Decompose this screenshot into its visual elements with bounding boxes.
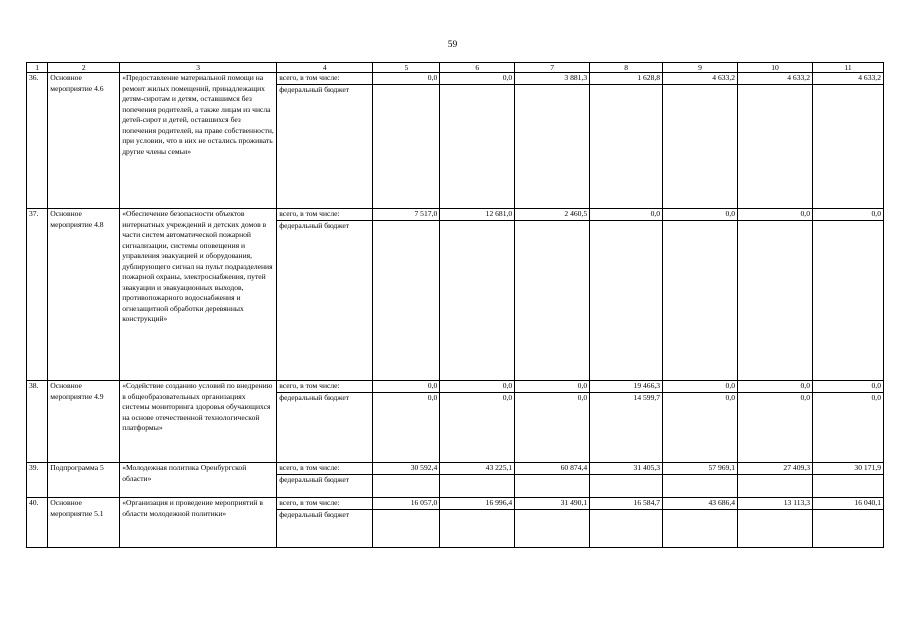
amount-federal-cell [590,510,663,548]
amount-total-cell: 27 409,3 [738,463,813,475]
amount-federal-cell [515,475,590,498]
amount-total-cell: 31 405,3 [590,463,663,475]
page-number: 59 [447,40,458,50]
event-name: «Молодежная политика Оренбургской области» [120,463,277,498]
funding-source-total: всего, в том числе: [277,209,373,221]
amount-federal-cell [373,221,440,381]
table-row [27,209,884,221]
amount-total-cell: 43 686,4 [663,498,738,510]
event-name: «Содействие созданию условий по внедрению в общеобразовательных организациях системы мониторинга здоровья обучающихся на основе отечественной технологической платформы» [120,381,277,463]
amount-federal-cell [515,221,590,381]
funding-source-federal: федеральный бюджет [277,475,373,498]
amount-federal-cell [813,85,884,209]
column-number-header: 1 [27,63,48,73]
amount-total-cell: 13 113,3 [738,498,813,510]
amount-total-cell: 16 040,1 [813,498,884,510]
column-number-header: 6 [440,63,515,73]
amount-total-cell: 57 969,1 [663,463,738,475]
column-number-header: 7 [515,63,590,73]
amount-federal-cell [813,221,884,381]
amount-total-cell: 0,0 [813,381,884,393]
funding-source-federal: федеральный бюджет [277,393,373,463]
event-type: Основное мероприятие 4.8 [48,209,120,381]
table-row [27,73,884,85]
amount-federal-cell [738,510,813,548]
table-row [27,498,884,510]
row-number: 39. [27,463,48,498]
funding-source-total: всего, в том числе: [277,498,373,510]
event-type: Подпрограмма 5 [48,463,120,498]
amount-federal-cell: 0,0 [813,393,884,463]
amount-federal-cell [440,85,515,209]
amount-federal-cell [440,510,515,548]
amount-total-cell: 4 633,2 [738,73,813,85]
event-name: «Организация и проведение мероприятий в области молодежной политики» [120,498,277,548]
amount-total-cell: 4 633,2 [663,73,738,85]
table-row [27,463,884,475]
row-number: 36. [27,73,48,209]
amount-federal-cell: 14 599,7 [590,393,663,463]
amount-total-cell: 0,0 [663,381,738,393]
amount-total-cell: 31 490,1 [515,498,590,510]
column-number-header: 9 [663,63,738,73]
amount-federal-cell [813,475,884,498]
amount-total-cell: 0,0 [738,381,813,393]
event-name: «Обеспечение безопасности объектов интернатных учреждений и детских домов в части систем автоматической пожарной сигнализации, системы оповещения и управления эвакуацией и оборудования, дублирующего сигнал на пульт подразделения пожарной охраны, электроснабжения, путей эвакуации и эвакуационных выходов, противопожарного водоснабжения и огнезащитной обработки деревянных конструкций» [120,209,277,381]
amount-federal-cell: 0,0 [738,393,813,463]
amount-total-cell: 0,0 [515,381,590,393]
funding-source-federal: федеральный бюджет [277,510,373,548]
amount-federal-cell [738,475,813,498]
amount-federal-cell: 0,0 [440,393,515,463]
funding-source-total: всего, в том числе: [277,381,373,393]
funding-source-federal: федеральный бюджет [277,221,373,381]
amount-federal-cell [738,221,813,381]
column-number-header: 10 [738,63,813,73]
amount-total-cell: 30 592,4 [373,463,440,475]
event-type: Основное мероприятие 4.9 [48,381,120,463]
column-number-header: 8 [590,63,663,73]
amount-total-cell: 19 466,3 [590,381,663,393]
amount-total-cell: 0,0 [590,209,663,221]
amount-federal-cell [373,85,440,209]
amount-federal-cell: 0,0 [663,393,738,463]
column-number-header: 4 [277,63,373,73]
amount-total-cell: 2 460,5 [515,209,590,221]
amount-federal-cell [663,221,738,381]
amount-federal-cell [515,510,590,548]
funding-source-total: всего, в том числе: [277,73,373,85]
amount-total-cell: 0,0 [373,73,440,85]
amount-federal-cell [663,475,738,498]
amount-total-cell: 0,0 [738,209,813,221]
amount-total-cell: 16 057,0 [373,498,440,510]
amount-federal-cell [813,510,884,548]
event-type: Основное мероприятие 4.6 [48,73,120,209]
amount-federal-cell [440,475,515,498]
amount-total-cell: 3 881,3 [515,73,590,85]
amount-federal-cell [738,85,813,209]
row-number: 38. [27,381,48,463]
amount-federal-cell [663,510,738,548]
amount-federal-cell [590,85,663,209]
amount-total-cell: 60 874,4 [515,463,590,475]
column-number-header: 11 [813,63,884,73]
amount-total-cell: 16 584,7 [590,498,663,510]
amount-federal-cell: 0,0 [373,393,440,463]
amount-total-cell: 7 517,0 [373,209,440,221]
amount-total-cell: 1 628,8 [590,73,663,85]
column-number-header: 3 [120,63,277,73]
amount-federal-cell [590,475,663,498]
amount-total-cell: 0,0 [440,73,515,85]
row-number: 40. [27,498,48,548]
amount-federal-cell [440,221,515,381]
event-type: Основное мероприятие 5.1 [48,498,120,548]
row-number: 37. [27,209,48,381]
amount-federal-cell [515,85,590,209]
amount-federal-cell [590,221,663,381]
amount-federal-cell [663,85,738,209]
event-name: «Предоставление материальной помощи на ремонт жилых помещений, принадлежащих детям-сиротам и детям, оставшимся без попечения родителей, а также лицам из числа детей-сирот и детей, оставшихся без попечения родителей, на праве собственности, при условии, что в них не остались проживать другие члены семьи» [120,73,277,209]
amount-federal-cell [373,475,440,498]
amount-total-cell: 43 225,1 [440,463,515,475]
column-number-header: 5 [373,63,440,73]
amount-federal-cell [373,510,440,548]
amount-total-cell: 16 996,4 [440,498,515,510]
amount-total-cell: 12 681,0 [440,209,515,221]
amount-total-cell: 30 171,9 [813,463,884,475]
column-number-row [27,63,884,73]
amount-total-cell: 0,0 [663,209,738,221]
column-number-header: 2 [48,63,120,73]
amount-total-cell: 0,0 [440,381,515,393]
amount-total-cell: 0,0 [373,381,440,393]
budget-table [26,62,884,548]
table-row [27,381,884,393]
amount-federal-cell: 0,0 [515,393,590,463]
funding-source-federal: федеральный бюджет [277,85,373,209]
funding-source-total: всего, в том числе: [277,463,373,475]
amount-total-cell: 4 633,2 [813,73,884,85]
amount-total-cell: 0,0 [813,209,884,221]
